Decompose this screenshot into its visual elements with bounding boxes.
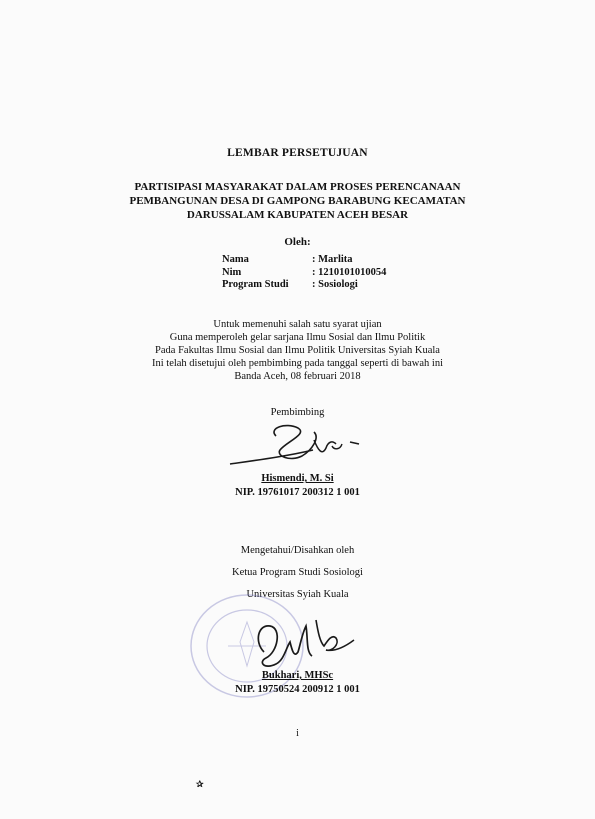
identity-row-name <box>222 254 386 267</box>
student-identity <box>222 254 386 292</box>
identity-label: Nim <box>222 266 242 278</box>
advisor-label: Pembimbing <box>270 407 325 418</box>
purpose-line: Guna memperoleh gelar sarjana Ilmu Sosial dan Ilmu Politik <box>169 332 426 343</box>
thesis-title-line: PARTISIPASI MASYARAKAT DALAM PROSES PERENCANAAN <box>134 181 461 193</box>
thesis-title-line: PEMBANGUNAN DESA DI GAMPONG BARABUNG KECAMATAN <box>129 195 466 207</box>
scan-mark: ✰ <box>196 779 204 789</box>
advisor-nip: NIP. 19761017 200312 1 001 <box>235 487 360 498</box>
thesis-title-line: DARUSSALAM KABUPATEN ACEH BESAR <box>186 209 409 221</box>
head-nip: NIP. 19750524 200912 1 001 <box>235 684 360 695</box>
head-signature <box>236 612 356 674</box>
approval-position: Ketua Program Studi Sosiologi <box>232 567 363 578</box>
advisor-name: Hismendi, M. Si <box>261 473 334 484</box>
by-label: Oleh: <box>284 236 311 248</box>
purpose-line: Ini telah disetujui oleh pembimbing pada tanggal seperti di bawah ini <box>151 358 443 369</box>
identity-value: : Sosiologi <box>312 279 358 290</box>
identity-label: Program Studi <box>222 279 289 290</box>
head-name: Bukhari, MHSc <box>261 670 334 681</box>
purpose-line: Untuk memenuhi salah satu syarat ujian <box>213 319 382 330</box>
document-title: LEMBAR PERSETUJUAN <box>227 147 368 159</box>
identity-value: : Marlita <box>312 254 353 265</box>
identity-label: Nama <box>222 254 249 265</box>
thesis-title <box>0 180 595 222</box>
advisor-signature <box>228 420 363 468</box>
approval-date: Banda Aceh, 08 februari 2018 <box>234 371 361 382</box>
identity-row-nim <box>222 267 386 280</box>
approval-label: Mengetahui/Disahkan oleh <box>240 545 355 556</box>
page-number: i <box>296 728 299 739</box>
purpose-statement <box>0 318 595 383</box>
purpose-line: Pada Fakultas Ilmu Sosial dan Ilmu Politik Universitas Syiah Kuala <box>155 345 440 356</box>
identity-value: : 1210101010054 <box>312 266 387 278</box>
identity-row-program <box>222 279 386 292</box>
approval-university: Universitas Syiah Kuala <box>246 589 349 600</box>
